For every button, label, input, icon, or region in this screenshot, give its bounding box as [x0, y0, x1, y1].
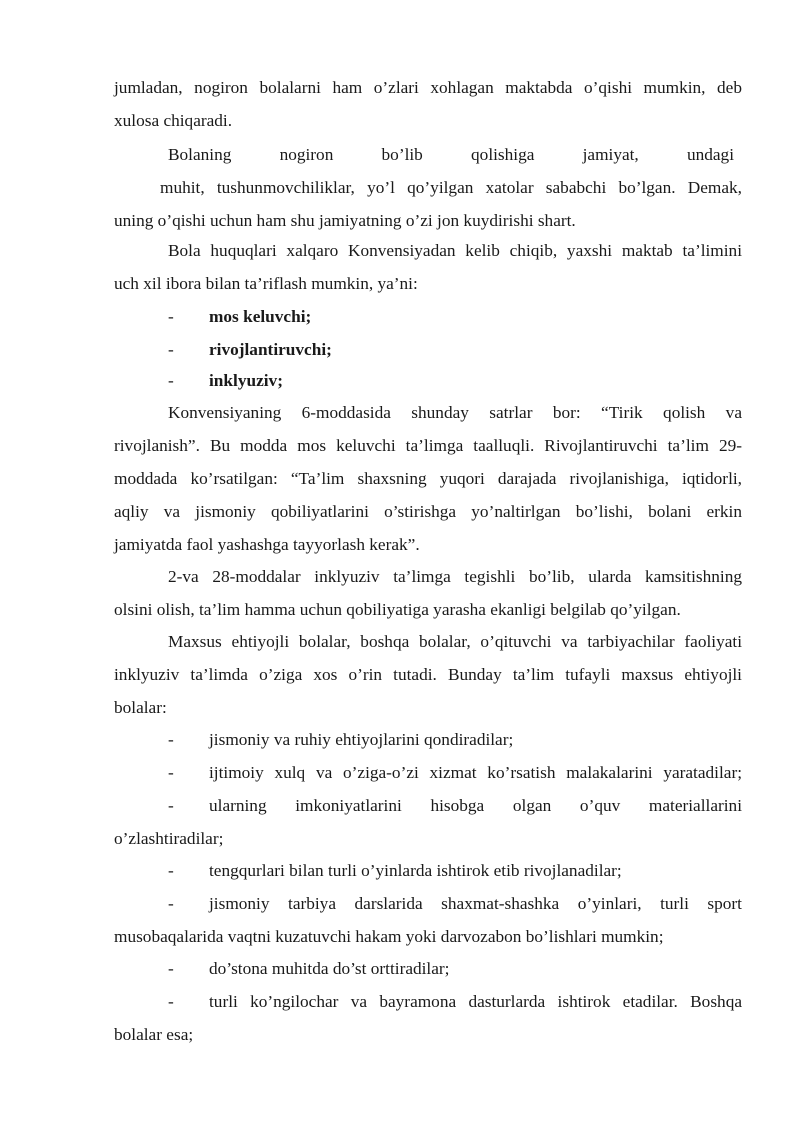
text-line: Konvensiyaning 6-moddasida shunday satrlar bor: “Tirik qolish va: [168, 403, 742, 422]
list-dash: -: [168, 894, 174, 913]
bullet-text: tengqurlari bilan turli o’yinlarda ishtirok etib rivojlanadilar;: [209, 861, 622, 880]
list-dash: -: [168, 730, 174, 749]
bold-list-item: mos keluvchi;: [209, 307, 312, 326]
text-line: inklyuziv ta’limda o’ziga xos o’rin tutadi. Bunday ta’lim tufayli maxsus ehtiyojli: [114, 665, 742, 684]
text-line: Bola huquqlari xalqaro Konvensiyadan kelib chiqib, yaxshi maktab ta’limini: [168, 241, 742, 260]
text-line: 2-va 28-moddalar inklyuziv ta’limga tegishli bo’lib, ularda kamsitishning: [168, 567, 742, 586]
text-line: rivojlanish”. Bu modda mos keluvchi ta’limga taalluqli. Rivojlantiruvchi ta’lim 29-: [114, 436, 742, 455]
bullet-text: turli ko’ngilochar va bayramona dasturlarda ishtirok etadilar. Boshqa: [209, 992, 742, 1011]
list-dash: -: [168, 763, 174, 782]
bold-list-item: rivojlantiruvchi;: [209, 340, 332, 359]
text-line: o’zlashtiradilar;: [114, 829, 224, 848]
bullet-text: ijtimoiy xulq va o’ziga-o’zi xizmat ko’rsatish malakalarini yaratadilar;: [209, 763, 742, 782]
text-line: uning o’qishi uchun ham shu jamiyatning o’zi jon kuydirishi shart.: [114, 211, 576, 230]
text-line: muhit, tushunmovchiliklar, yo’l qo’yilgan xatolar sababchi bo’lgan. Demak,: [160, 178, 742, 197]
bullet-text: ularning imkoniyatlarini hisobga olgan o’quv materiallarini: [209, 796, 742, 815]
list-dash: -: [168, 992, 174, 1011]
list-dash: -: [168, 371, 174, 390]
list-dash: -: [168, 959, 174, 978]
text-line: Bolaning nogiron bo’lib qolishiga jamiyat, undagi: [168, 145, 734, 164]
text-line: bolalar esa;: [114, 1025, 194, 1044]
bullet-text: jismoniy va ruhiy ehtiyojlarini qondiradilar;: [209, 730, 514, 749]
text-line: aqliy va jismoniy qobiliyatlarini o’stirishga yo’naltirlgan bo’lishi, bolani erkin: [114, 502, 742, 521]
bold-list-item: inklyuziv;: [209, 371, 283, 390]
text-line: moddada ko’rsatilgan: “Ta’lim shaxsning yuqori darajada rivojlanishiga, iqtidorli,: [114, 469, 742, 488]
bullet-text: jismoniy tarbiya darslarida shaxmat-shashka o’yinlari, turli sport: [209, 894, 742, 913]
text-line: Maxsus ehtiyojli bolalar, boshqa bolalar, o’qituvchi va tarbiyachilar faoliyati: [168, 632, 742, 651]
list-dash: -: [168, 861, 174, 880]
text-line: musobaqalarida vaqtni kuzatuvchi hakam yoki darvozabon bo’lishlari mumkin;: [114, 927, 664, 946]
text-line: jamiyatda faol yashashga tayyorlash kerak”.: [114, 535, 420, 554]
list-dash: -: [168, 796, 174, 815]
text-line: bolalar:: [114, 698, 167, 717]
text-line: jumladan, nogiron bolalarni ham o’zlari xohlagan maktabda o’qishi mumkin, deb: [114, 78, 742, 97]
bullet-text: do’stona muhitda do’st orttiradilar;: [209, 959, 450, 978]
list-dash: -: [168, 307, 174, 326]
text-line: olsini olish, ta’lim hamma uchun qobiliyatiga yarasha ekanligi belgilab qo’yilgan.: [114, 600, 681, 619]
text-line: xulosa chiqaradi.: [114, 111, 233, 130]
list-dash: -: [168, 340, 174, 359]
text-line: uch xil ibora bilan ta’riflash mumkin, ya’ni:: [114, 274, 418, 293]
